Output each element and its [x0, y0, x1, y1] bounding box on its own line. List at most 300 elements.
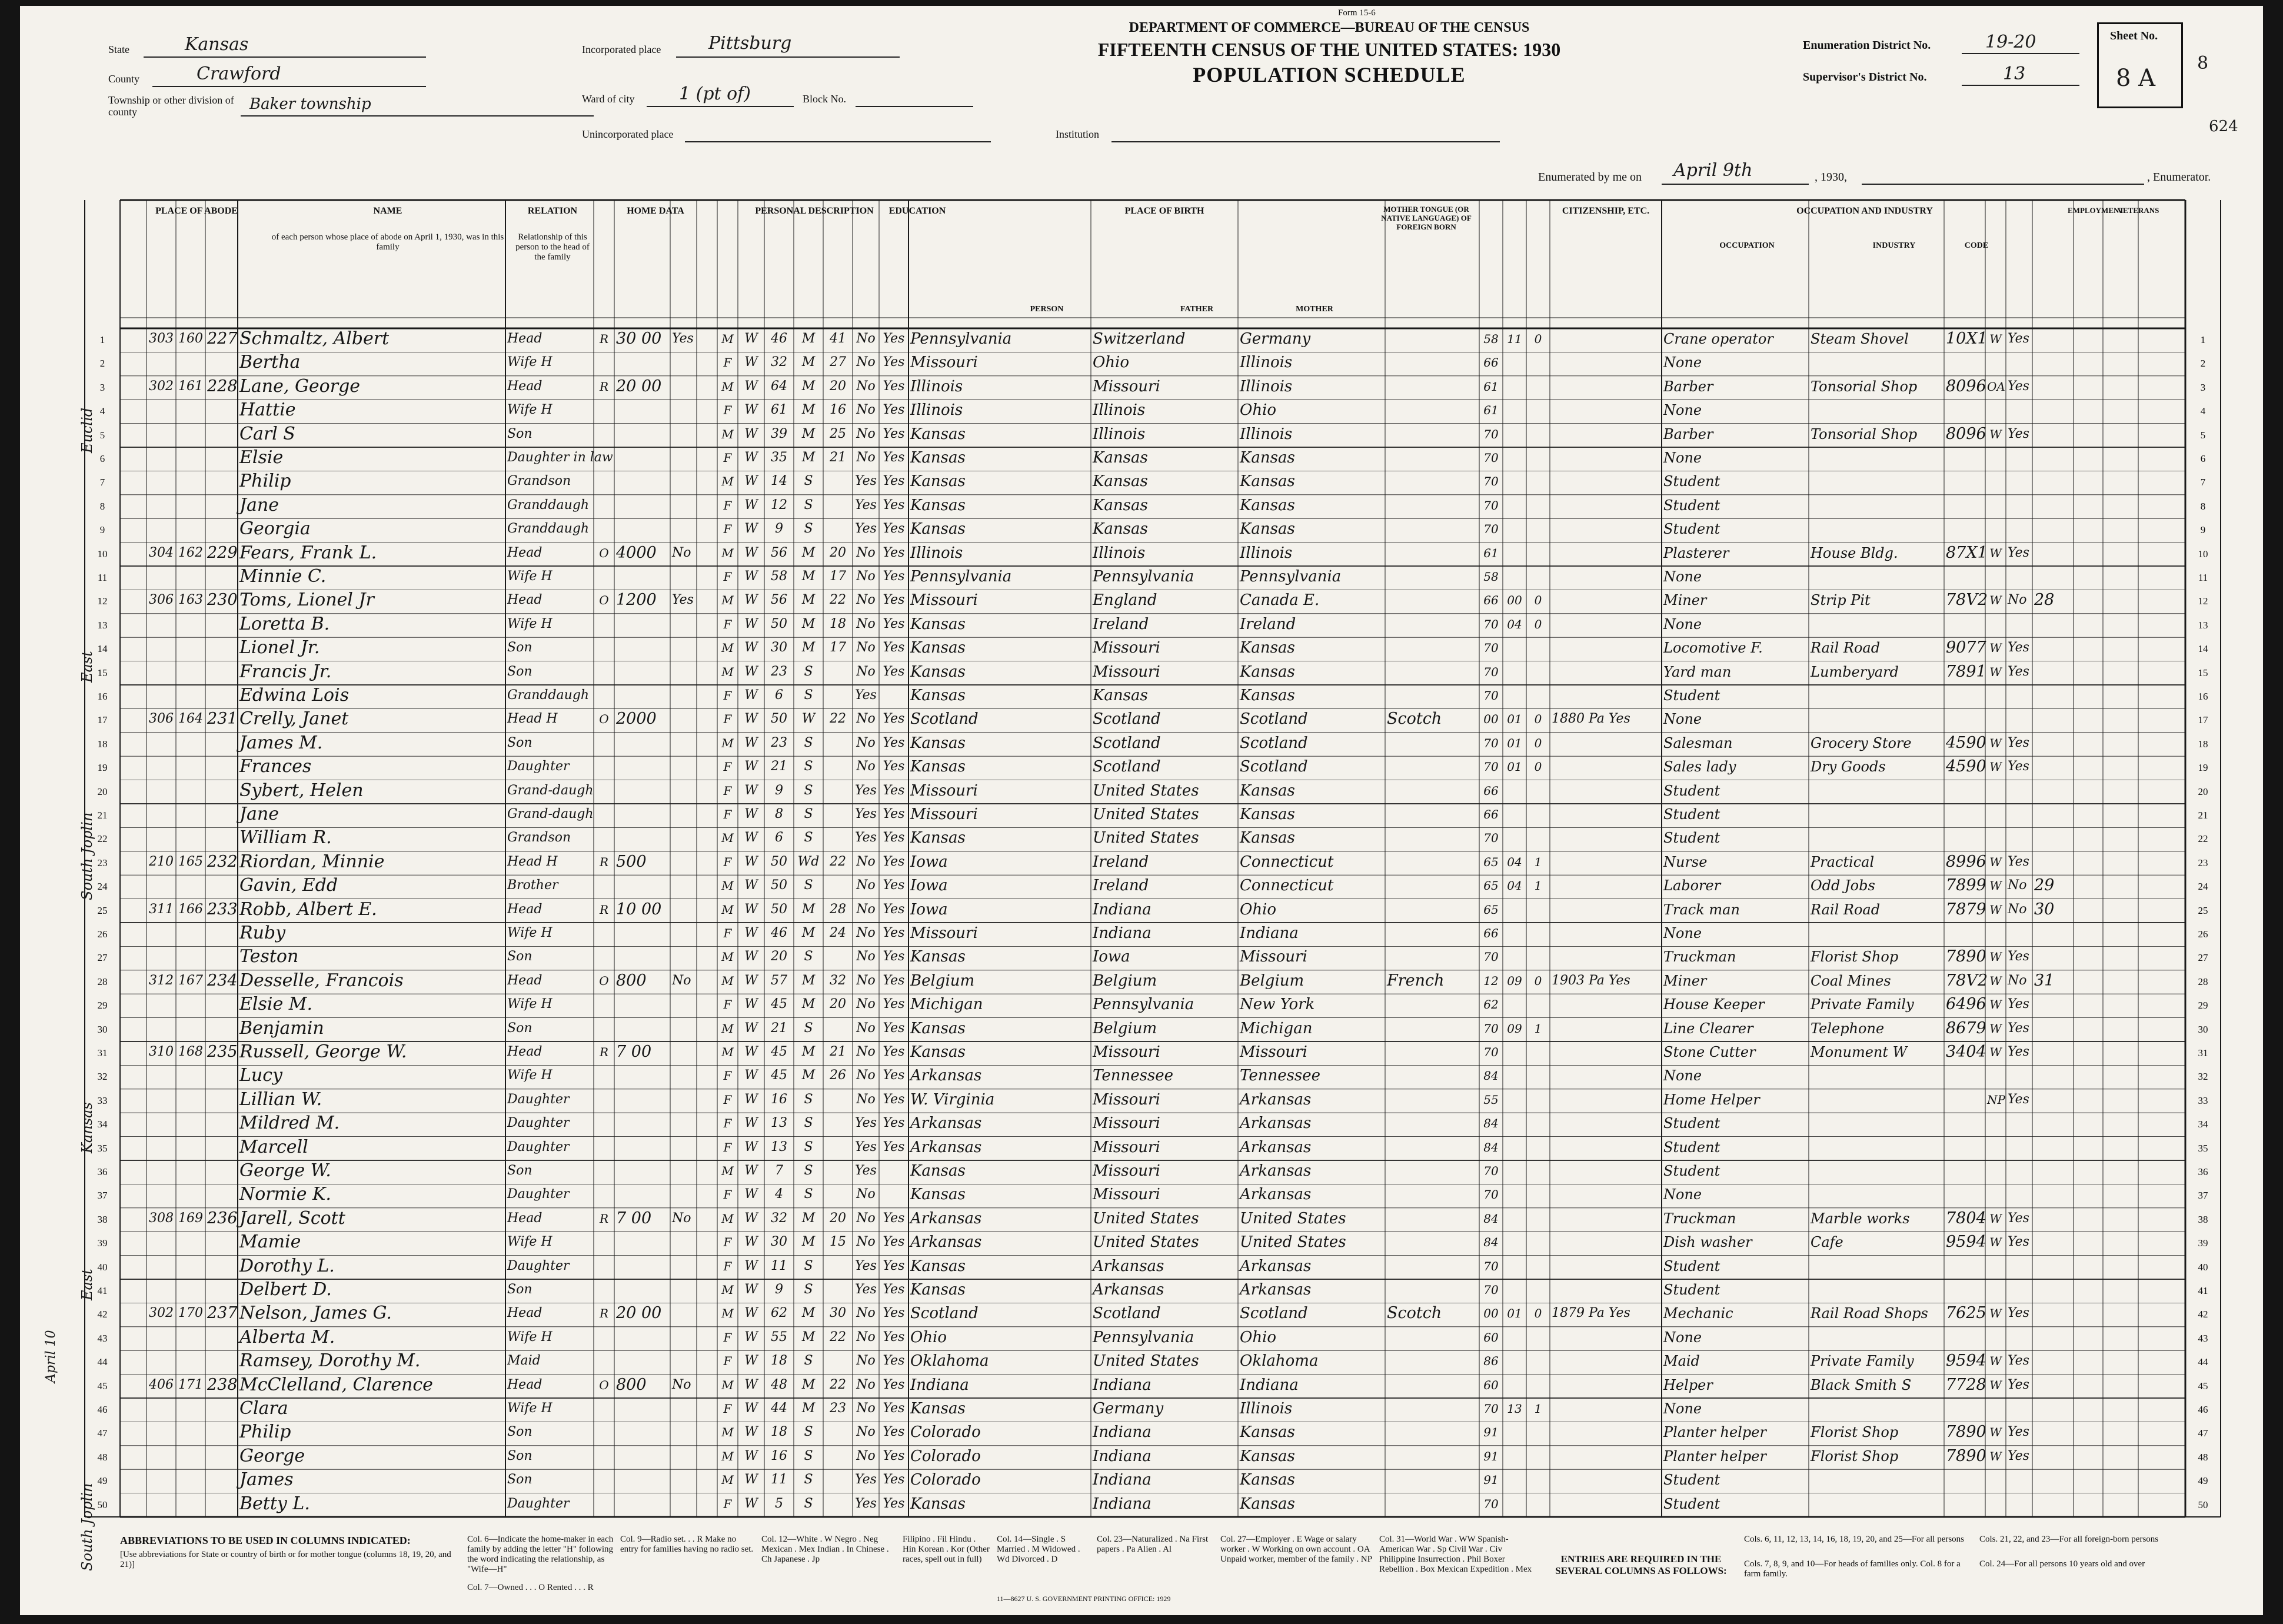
cell-relation: Wife H: [507, 1329, 553, 1345]
cell-age: 8: [775, 807, 783, 821]
cell-bp-m: Arkansas: [1240, 1162, 1312, 1180]
cell-vet: 28: [2034, 591, 2055, 610]
cell-street: [122, 1017, 145, 1040]
cell-code-a: 58: [1483, 570, 1499, 584]
cell-emp: Yes: [2008, 735, 2029, 750]
year-label: , 1930,: [1815, 171, 1847, 184]
margin-note-8: 8: [2197, 53, 2209, 74]
cell-street: [122, 850, 145, 874]
cell-radio: No: [672, 1210, 691, 1226]
cell-ind-code: [1946, 803, 1984, 826]
cell-family: [207, 636, 236, 660]
cell-marital: M: [801, 616, 816, 631]
cell-bp-m: Arkansas: [1240, 1186, 1312, 1204]
cell-marital: S: [804, 497, 813, 513]
cell-emp: Yes: [2008, 1425, 2029, 1440]
cell-emp: [2008, 684, 2031, 707]
cell-sex: F: [723, 1330, 732, 1345]
cell-bp: Kansas: [910, 734, 966, 752]
cell-tongue: [1387, 398, 1477, 422]
cell-vet: [2034, 422, 2072, 446]
cell-value: [616, 1088, 668, 1111]
cell-dwelling: 167: [178, 973, 203, 988]
cell-ind-code: [1946, 351, 1984, 374]
cell-occupation: Laborer: [1663, 877, 1721, 894]
cell-cw: W: [1989, 664, 2002, 679]
cell-age-marr: 26: [830, 1068, 846, 1083]
cell-bp-m: Kansas: [1240, 829, 1295, 847]
cell-marital: M: [801, 569, 816, 584]
cell-race: W: [744, 1329, 758, 1345]
cell-code-a: 84: [1483, 1116, 1499, 1131]
cell-dwelling: [178, 613, 204, 636]
cell-ind-code: [1946, 1136, 1984, 1159]
cell-age: 11: [771, 1258, 787, 1273]
cell-relation: Head H: [507, 711, 558, 727]
cell-emp: No: [2008, 973, 2027, 988]
cell-house: 406: [149, 1377, 174, 1392]
cell-dwelling: [178, 470, 204, 493]
cell-family: [207, 1159, 236, 1183]
cell-value: [616, 1397, 668, 1420]
cell-age-marr: [825, 1445, 851, 1468]
cell-code-c: [1528, 1445, 1548, 1468]
cell-relation: Granddaugh: [507, 688, 590, 703]
cell-relation: Son: [507, 426, 533, 441]
cell-read: Yes: [883, 1068, 905, 1083]
cell-age-marr: 17: [830, 640, 846, 655]
line-number-right: 30: [2198, 1023, 2208, 1035]
cell-occupation: Planter helper: [1663, 1447, 1766, 1465]
cell-tongue: [1387, 1159, 1477, 1183]
cell-age-marr: [825, 660, 851, 684]
cell-occupation: Track man: [1663, 901, 1740, 918]
cell-cw: W: [1989, 997, 2002, 1012]
cell-emp: [2008, 1136, 2031, 1159]
cell-tongue: [1387, 1349, 1477, 1373]
line-number-right: 11: [2198, 572, 2208, 583]
cell-code-a: 70: [1483, 522, 1499, 537]
cell-code-c: [1528, 1111, 1548, 1135]
cell-relation: Wife H: [507, 402, 553, 418]
line-number-right: 16: [2198, 691, 2208, 702]
cell-code-a: 66: [1483, 783, 1499, 798]
cell-bp-m: Arkansas: [1240, 1114, 1312, 1133]
cell-dwelling: [178, 1445, 204, 1468]
cell-age: 55: [771, 1329, 787, 1345]
cell-sex: F: [723, 1116, 732, 1131]
cell-vet: [2034, 1492, 2072, 1516]
cell-marital: S: [804, 1091, 813, 1107]
cell-age-marr: [825, 1183, 851, 1206]
cell-bp: Arkansas: [910, 1067, 982, 1085]
cell-street: [122, 1445, 145, 1468]
cell-code-b: [1505, 1111, 1525, 1135]
cell-bp-m: Scotland: [1240, 758, 1308, 776]
cell-name: Schmaltz, Albert: [239, 328, 390, 349]
cell-read: Yes: [883, 973, 905, 988]
cell-bp-m: Ohio: [1240, 1328, 1277, 1346]
cell-tongue: [1387, 898, 1477, 921]
cell-marital: M: [801, 378, 816, 394]
cell-tenure: R: [599, 1045, 609, 1059]
cell-name: Lucy: [239, 1065, 282, 1086]
cell-age: 50: [771, 878, 787, 893]
cell-street: [122, 945, 145, 969]
cell-tongue: [1387, 921, 1477, 945]
cell-occupation: Student: [1663, 830, 1720, 847]
cell-tenure: [595, 1230, 613, 1254]
cell-name: Minnie C.: [239, 566, 327, 587]
cell-house: [148, 1349, 174, 1373]
cell-code-a: 70: [1483, 1402, 1499, 1416]
cell-industry: Strip Pit: [1811, 592, 1871, 609]
sheet-label: Sheet No.: [2110, 29, 2158, 42]
cell-marital: W: [801, 711, 816, 727]
cell-code-c: [1528, 779, 1548, 803]
cell-family: [207, 921, 236, 945]
cell-cw: W: [1989, 1211, 2002, 1226]
cell-family: [207, 1111, 236, 1135]
cell-value: [616, 446, 668, 470]
cell-age-marr: [825, 755, 851, 778]
cell-code-a: 91: [1483, 1473, 1499, 1487]
line-number-right: 43: [2198, 1332, 2208, 1344]
cell-read: Yes: [883, 497, 905, 513]
cell-tenure: [595, 1136, 613, 1159]
cell-radio: [672, 731, 695, 755]
cell-age-marr: 22: [830, 1377, 846, 1392]
cell-tongue: [1387, 1183, 1477, 1206]
cell-relation: Wife H: [507, 355, 553, 370]
cell-age-marr: [825, 494, 851, 517]
cell-ind-code: [1946, 1468, 1984, 1492]
cell-age: 57: [771, 973, 787, 988]
cell-sex: F: [723, 617, 732, 631]
cell-vet: [2034, 1302, 2072, 1325]
cell-emp: [2008, 921, 2031, 945]
cell-value: 500: [616, 852, 647, 871]
cell-emp: No: [2008, 593, 2027, 608]
cell-immig: [1552, 1397, 1660, 1420]
cell-house: [148, 1492, 174, 1516]
cell-radio: [672, 494, 695, 517]
cell-vet: [2034, 541, 2072, 565]
cell-cw: [1987, 1397, 2004, 1420]
cell-code-c: [1528, 1230, 1548, 1254]
cell-code-a: 60: [1483, 1377, 1499, 1392]
cell-bp-f: Kansas: [1093, 687, 1148, 704]
margin-note-kansas: Kansas: [79, 1102, 95, 1153]
cell-emp: Yes: [2008, 664, 2029, 679]
cell-ind-code: 7890: [1946, 947, 1986, 966]
cell-immig: [1552, 1064, 1660, 1087]
footer-abbrev-note: [Use abbreviations for State or country of birth or for mother tongue (columns 18, 19, 20, and 21)]: [120, 1550, 451, 1569]
cell-radio: [672, 660, 695, 684]
cell-dwelling: [178, 993, 204, 1016]
cell-tenure: [595, 1183, 613, 1206]
cell-vet: [2034, 1278, 2072, 1302]
cell-bp-f: Missouri: [1093, 1138, 1160, 1156]
cell-code-c: [1528, 1183, 1548, 1206]
cell-vet: [2034, 1349, 2072, 1373]
cell-relation: Head: [507, 1044, 543, 1059]
group-personal: PERSONAL DESCRIPTION: [755, 206, 874, 216]
cell-tongue: [1387, 1254, 1477, 1278]
cell-cw: W: [1989, 1449, 2002, 1463]
cell-tenure: [595, 1159, 613, 1183]
cell-bp-m: Kansas: [1240, 806, 1295, 823]
cell-age: 30: [771, 1234, 787, 1250]
cell-vet: [2034, 1111, 2072, 1135]
cell-bp: Illinois: [910, 377, 963, 395]
cell-cw: [1987, 1183, 2004, 1206]
cell-tenure: R: [599, 1306, 609, 1321]
cell-code-c: [1528, 921, 1548, 945]
cell-occupation: Student: [1663, 497, 1720, 514]
cell-school: No: [856, 1210, 876, 1226]
cell-cw: NP: [1987, 1092, 2005, 1107]
cell-vet: [2034, 636, 2072, 660]
cell-tongue: [1387, 1492, 1477, 1516]
cell-age: 16: [771, 1448, 787, 1463]
cell-house: [148, 945, 174, 969]
cell-relation: Son: [507, 1020, 533, 1036]
cell-code-c: [1528, 1492, 1548, 1516]
cell-code-b: [1505, 921, 1525, 945]
cell-bp: Kansas: [910, 1257, 966, 1275]
cell-emp: [2008, 707, 2031, 731]
cell-ind-code: 7890: [1946, 1446, 1986, 1465]
cell-ind-code: 9594: [1946, 1352, 1986, 1370]
cell-family: [207, 517, 236, 541]
cell-marital: M: [801, 1306, 816, 1321]
cell-emp: Yes: [2008, 1210, 2029, 1226]
cell-relation: Son: [507, 1448, 533, 1463]
cell-cw: [1987, 613, 2004, 636]
cell-family: [207, 1088, 236, 1111]
cell-immig: [1552, 1111, 1660, 1135]
cell-industry: Rail Road: [1811, 901, 1881, 918]
cell-code-a: 70: [1483, 1496, 1499, 1511]
cell-ind-code: [1946, 707, 1984, 731]
cell-code-c: [1528, 898, 1548, 921]
cell-marital: S: [804, 1163, 813, 1178]
cell-value: [616, 1349, 668, 1373]
cell-industry: Telephone: [1811, 1020, 1885, 1037]
cell-occupation: Student: [1663, 1495, 1720, 1512]
cell-bp-f: Ireland: [1093, 877, 1149, 895]
cell-code-c: [1528, 470, 1548, 493]
cell-street: [122, 565, 145, 588]
margin-stamp: 624: [2209, 118, 2238, 135]
cell-bp: Arkansas: [910, 1209, 982, 1227]
cell-dwelling: 160: [178, 331, 203, 346]
cell-ind-code: [1946, 1278, 1984, 1302]
cell-race: W: [744, 640, 758, 655]
enumerator-label: , Enumerator.: [2147, 171, 2211, 184]
cell-cw: [1987, 351, 2004, 374]
cell-age: 56: [771, 545, 787, 560]
cell-read: Yes: [883, 926, 905, 940]
cell-vet: [2034, 613, 2072, 636]
cell-race: W: [744, 783, 758, 798]
cell-family: [207, 993, 236, 1016]
cell-name: Alberta M.: [239, 1326, 335, 1347]
cell-sex: M: [721, 1377, 734, 1392]
cell-family: [207, 779, 236, 803]
cell-occupation: Miner: [1663, 972, 1707, 989]
line-number-right: 6: [2200, 453, 2206, 464]
cell-street: [122, 969, 145, 993]
cell-name: Crelly, Janet: [239, 708, 349, 730]
cell-bp-f: Missouri: [1093, 1043, 1160, 1061]
cell-race: W: [744, 1425, 758, 1440]
cell-read: Yes: [883, 640, 905, 655]
cell-family: [207, 351, 236, 374]
cell-age: 30: [771, 640, 787, 655]
cell-occupation: None: [1663, 354, 1702, 371]
line-number-right: 13: [2198, 619, 2208, 631]
cell-value: 20 00: [616, 377, 662, 395]
line-number: 30: [97, 1023, 108, 1035]
cell-value: 2000: [616, 710, 657, 728]
cell-race: W: [744, 735, 758, 750]
cell-school: No: [856, 426, 876, 441]
cell-tongue: [1387, 660, 1477, 684]
cell-race: W: [744, 878, 758, 893]
cell-name: Normie K.: [239, 1184, 331, 1205]
cell-house: [148, 494, 174, 517]
cell-age-marr: [825, 1254, 851, 1278]
cell-marital: M: [801, 1401, 816, 1416]
cell-radio: [672, 945, 695, 969]
cell-dwelling: 170: [178, 1306, 203, 1321]
line-number: 22: [97, 833, 108, 845]
cell-occupation: Crane operator: [1663, 331, 1773, 347]
cell-tenure: [595, 494, 613, 517]
cell-age-marr: [825, 731, 851, 755]
cell-bp: Arkansas: [910, 1138, 982, 1156]
footer-col31: Col. 31—World War . WW Spanish-American War . Sp Civil War . Civ Philippine Insurrection . Phil Boxer Rebellion . Box Mexican Expedition . Mex: [1379, 1535, 1532, 1574]
cell-code-b: [1505, 1373, 1525, 1397]
cell-bp-m: Scotland: [1240, 710, 1308, 728]
cell-vet: [2034, 1397, 2072, 1420]
cell-bp-m: Missouri: [1240, 1043, 1307, 1061]
cell-street: [122, 874, 145, 897]
cell-code-b: [1505, 1254, 1525, 1278]
cell-radio: [672, 1159, 695, 1183]
cell-code-c: [1528, 494, 1548, 517]
cell-dwelling: [178, 1420, 204, 1444]
cell-cw: W: [1989, 760, 2002, 774]
cell-house: [148, 1397, 174, 1420]
cell-race: W: [744, 569, 758, 584]
cell-bp: Kansas: [910, 1495, 966, 1513]
cell-family: [207, 826, 236, 850]
cell-vet: [2034, 565, 2072, 588]
cell-sex: F: [723, 1069, 732, 1083]
cell-sex: M: [721, 973, 734, 988]
cell-house: [148, 660, 174, 684]
cell-vet: [2034, 921, 2072, 945]
cell-value: [616, 1136, 668, 1159]
footer-entries-b: Cols. 7, 8, 9, and 10—For heads of families only. Col. 8 for a farm family.: [1744, 1559, 1961, 1579]
cell-bp: Arkansas: [910, 1233, 982, 1252]
cell-industry: Tonsorial Shop: [1811, 425, 1918, 442]
cell-bp: Scotland: [910, 710, 979, 728]
cell-age: 32: [771, 355, 787, 370]
incorporated-value: Pittsburg: [708, 33, 792, 54]
cell-bp-f: Missouri: [1093, 1090, 1160, 1109]
cell-name: Lillian W.: [239, 1089, 322, 1110]
cell-occupation: None: [1663, 615, 1702, 633]
line-number: 36: [97, 1166, 108, 1177]
cell-code-b: [1505, 446, 1525, 470]
cell-immig: [1552, 826, 1660, 850]
cell-emp: Yes: [2008, 378, 2029, 394]
cell-cw: [1987, 1468, 2004, 1492]
cell-bp-m: Indiana: [1240, 1376, 1299, 1394]
cell-emp: Yes: [2008, 1234, 2029, 1250]
cell-radio: [672, 1254, 695, 1278]
cell-age-marr: 22: [830, 854, 846, 869]
cell-occupation: None: [1663, 1067, 1702, 1084]
cell-read: Yes: [883, 616, 905, 631]
cell-value: [616, 755, 668, 778]
cell-code-b: [1505, 898, 1525, 921]
cell-dwelling: [178, 1492, 204, 1516]
cell-marital: S: [804, 1116, 813, 1131]
cell-code-a: 70: [1483, 617, 1499, 631]
cell-dwelling: [178, 1326, 204, 1349]
cell-value: 1200: [616, 591, 657, 610]
cell-read: Yes: [883, 426, 905, 441]
cell-tongue: [1387, 1230, 1477, 1254]
cell-value: [616, 565, 668, 588]
cell-relation: Head: [507, 378, 543, 394]
cell-industry: Marble works: [1811, 1210, 1910, 1227]
cell-code-b: [1505, 1040, 1525, 1064]
cell-sex: M: [721, 878, 734, 893]
footer-col12: Col. 12—White . W Negro . Neg Mexican . Mex Indian . In Chinese . Ch Japanese . Jp: [761, 1535, 889, 1564]
cell-bp-m: Connecticut: [1240, 877, 1334, 895]
cell-name: Edwina Lois: [239, 685, 350, 705]
line-number: 42: [97, 1309, 108, 1320]
cell-emp: [2008, 1159, 2031, 1183]
cell-bp: Ohio: [910, 1328, 947, 1346]
line-number: 3: [99, 381, 105, 393]
cell-relation: Son: [507, 1472, 533, 1487]
cell-age: 16: [771, 1091, 787, 1107]
cell-age: 9: [775, 783, 783, 798]
cell-vet: 29: [2034, 876, 2055, 895]
cell-immig: [1552, 1349, 1660, 1373]
cell-relation: Wife H: [507, 1234, 553, 1250]
line-number-right: 23: [2198, 857, 2208, 868]
schedule-title: POPULATION SCHEDULE: [1193, 63, 1466, 86]
cell-bp: Kansas: [910, 948, 966, 966]
cell-school: Yes: [855, 1282, 877, 1297]
cell-cw: W: [1989, 878, 2002, 893]
cell-code-a: 70: [1483, 498, 1499, 513]
cell-age-marr: 21: [830, 450, 846, 465]
cell-industry: [1811, 1111, 1942, 1135]
cell-emp: [2008, 1397, 2031, 1420]
cell-cw: W: [1989, 1377, 2002, 1392]
cell-radio: [672, 422, 695, 446]
cell-bp: Kansas: [910, 1400, 966, 1417]
